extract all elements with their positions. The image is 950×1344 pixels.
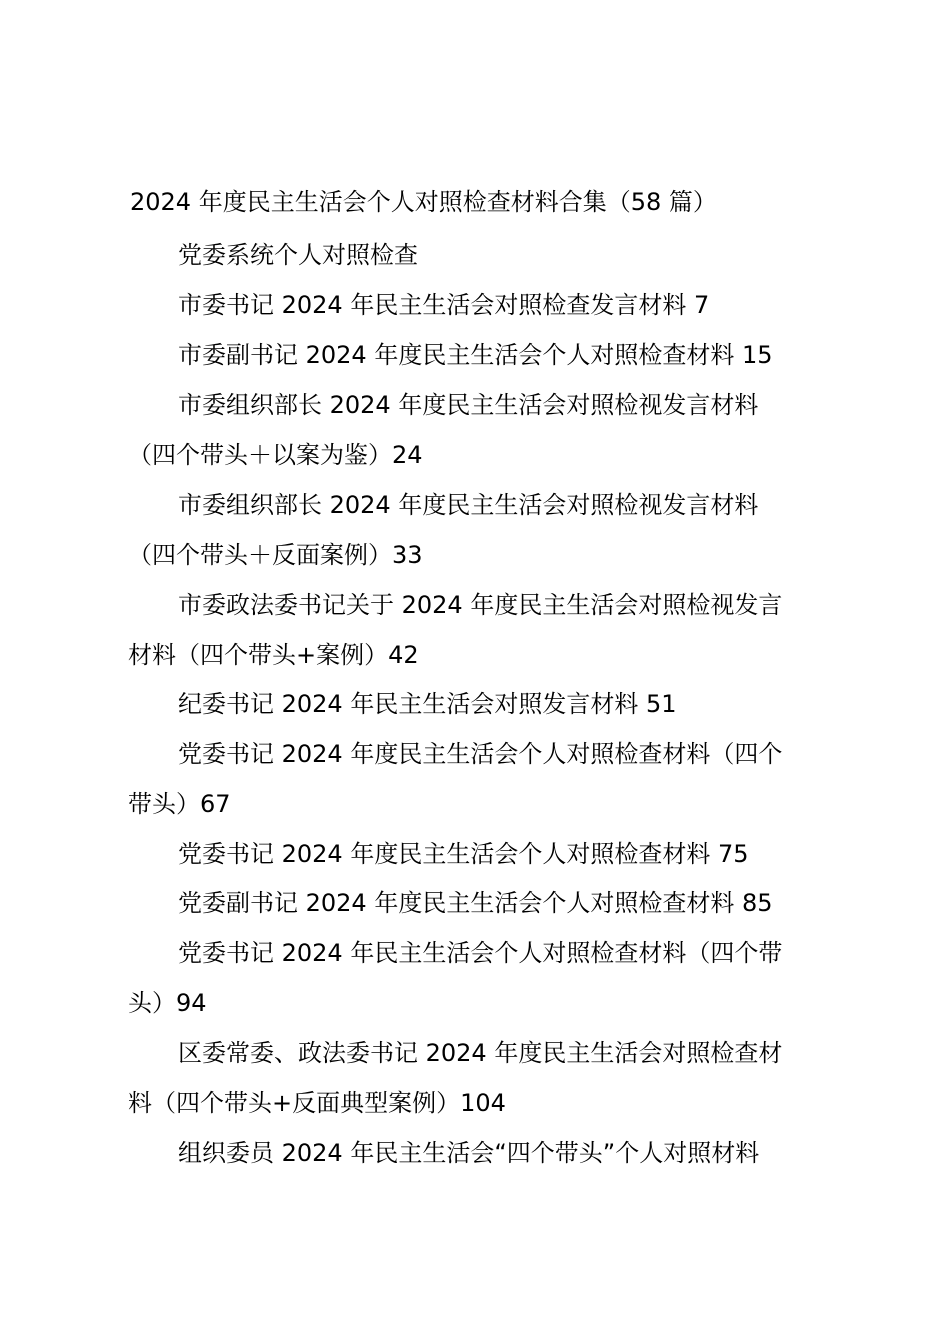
toc-entry-6: 市委政法委书记关于 2024 年度民主生活会对照检视发言 [178, 591, 783, 619]
toc-entry-4: 市委组织部长 2024 年度民主生活会对照检视发言材料 [178, 391, 759, 419]
toc-entry-2: 市委书记 2024 年民主生活会对照检查发言材料 7 [178, 291, 710, 319]
toc-entry-7: 纪委书记 2024 年民主生活会对照发言材料 51 [178, 690, 677, 718]
toc-entry-4-continuation: （四个带头＋以案为鉴）24 [128, 441, 423, 469]
toc-entry-10: 党委副书记 2024 年度民主生活会个人对照检查材料 85 [178, 889, 773, 917]
toc-entry-1: 党委系统个人对照检查 [178, 241, 418, 269]
toc-entry-3: 市委副书记 2024 年度民主生活会个人对照检查材料 15 [178, 341, 773, 369]
toc-entry-11-continuation: 头）94 [128, 989, 207, 1017]
toc-entry-5-continuation: （四个带头＋反面案例）33 [128, 541, 423, 569]
toc-entry-5: 市委组织部长 2024 年度民主生活会对照检视发言材料 [178, 491, 759, 519]
toc-entry-12: 区委常委、政法委书记 2024 年度民主生活会对照检查材 [178, 1039, 783, 1067]
toc-entry-8: 党委书记 2024 年度民主生活会个人对照检查材料（四个 [178, 740, 783, 768]
toc-entry-6-continuation: 材料（四个带头+案例）42 [128, 641, 419, 669]
document-title: 2024 年度民主生活会个人对照检查材料合集（58 篇） [130, 188, 717, 216]
toc-entry-11: 党委书记 2024 年民主生活会个人对照检查材料（四个带 [178, 939, 783, 967]
toc-entry-9: 党委书记 2024 年度民主生活会个人对照检查材料 75 [178, 840, 749, 868]
toc-entry-13: 组织委员 2024 年民主生活会“四个带头”个人对照材料 [178, 1139, 760, 1167]
toc-entry-12-continuation: 料（四个带头+反面典型案例）104 [128, 1089, 506, 1117]
toc-entry-8-continuation: 带头）67 [128, 790, 231, 818]
